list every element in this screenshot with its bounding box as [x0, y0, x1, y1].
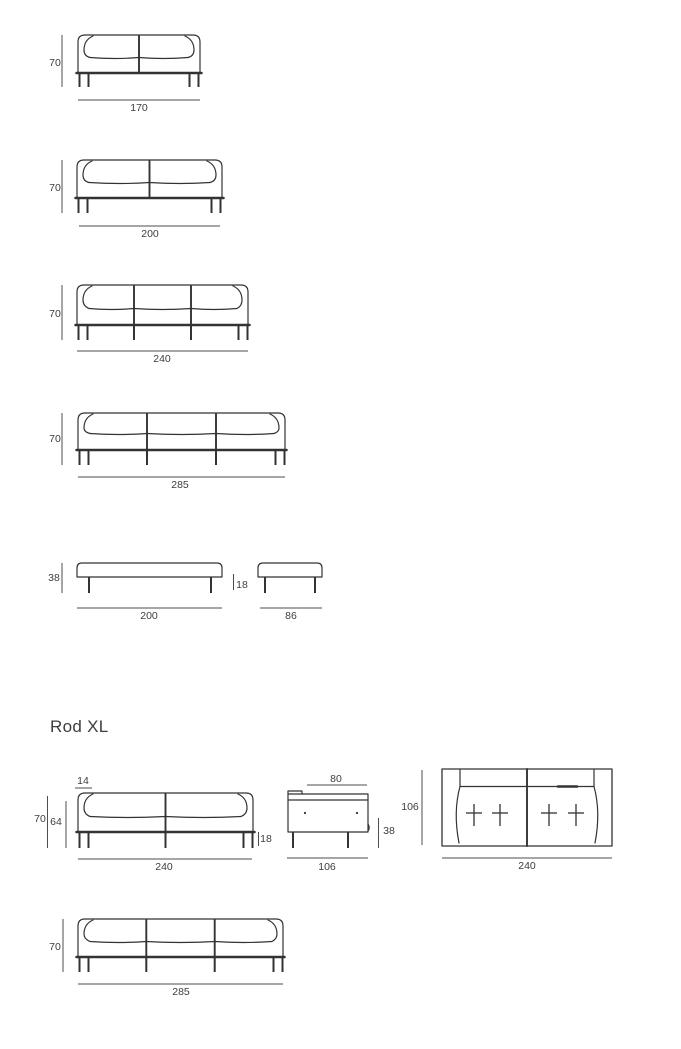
rodxl-top-depth-label: 106 — [401, 801, 419, 813]
sofa-200-art — [76, 160, 224, 213]
rodxl-top-art — [442, 769, 612, 846]
sofa-170-art — [77, 35, 202, 87]
rodxl-sofa-285-height-label: 70 — [49, 941, 61, 953]
bench-200-height-label: 38 — [48, 572, 60, 584]
bench-200-art — [77, 563, 222, 593]
sofa-200-height-label: 70 — [49, 182, 61, 194]
sofa-240-drawing — [49, 285, 249, 365]
rodxl-sofa-285-drawing — [49, 919, 284, 998]
sofa-240-art — [76, 285, 250, 340]
rodxl-front-height-label: 70 — [34, 813, 46, 825]
rodxl-front-leg-label: 18 — [260, 833, 272, 845]
section-title: Rod XL — [50, 717, 109, 736]
sofa-285-art — [77, 413, 287, 465]
sofa-285-height-label: 70 — [49, 433, 61, 445]
sofa-200-width-label: 200 — [141, 228, 159, 240]
rodxl-side-seat-depth-label: 80 — [330, 773, 342, 785]
sofa-240-height-label: 70 — [49, 308, 61, 320]
rodxl-front-art — [77, 793, 255, 848]
bench-86-drawing — [234, 563, 323, 622]
rodxl-side-drawing — [287, 773, 395, 873]
bench-86-cushion-label: 18 — [236, 579, 248, 591]
sofa-240-width-label: 240 — [153, 353, 171, 365]
rodxl-sofa-285-width-label: 285 — [172, 986, 190, 998]
sofa-170-height-label: 70 — [49, 57, 61, 69]
bench-86-width-label: 86 — [285, 610, 297, 622]
bench-200-drawing — [48, 563, 222, 622]
rodxl-top-drawing — [401, 769, 612, 872]
bench-86-art — [258, 563, 322, 593]
rodxl-side-seat-level-label: 38 — [383, 825, 395, 837]
rodxl-front-drawing — [34, 775, 272, 873]
rodxl-front-seat-height-label: 64 — [50, 816, 62, 828]
rodxl-front-arm-label: 14 — [77, 775, 89, 787]
sofa-170-drawing — [49, 35, 201, 114]
bench-200-width-label: 200 — [140, 610, 158, 622]
sofa-170-width-label: 170 — [130, 102, 148, 114]
rodxl-front-width-label: 240 — [155, 861, 173, 873]
sofa-200-drawing — [49, 160, 223, 240]
rodxl-sofa-285-art — [77, 919, 285, 972]
sofa-285-width-label: 285 — [171, 479, 189, 491]
sofa-285-drawing — [49, 413, 286, 491]
rodxl-top-width-label: 240 — [518, 860, 536, 872]
rodxl-side-depth-label: 106 — [318, 861, 336, 873]
rodxl-side-art — [288, 791, 369, 848]
